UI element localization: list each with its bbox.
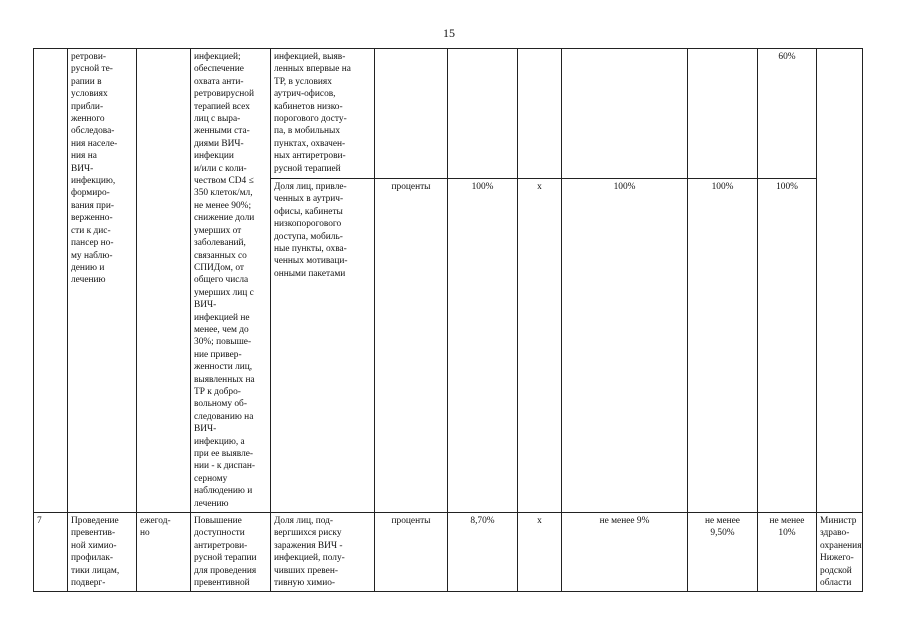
unit-cell: проценты (375, 513, 448, 592)
value-cell: 100% (688, 178, 758, 512)
value-cell: 100% (758, 178, 817, 512)
page-number: 15 (443, 26, 455, 40)
base-value-cell (448, 49, 518, 179)
value-cell: не менее 9% (562, 513, 688, 592)
value-cell (688, 49, 758, 179)
unit-cell: проценты (375, 178, 448, 512)
base-value-cell: 100% (448, 178, 518, 512)
indicator-cell: Доля лиц, привле- ченных в аутрич- офисы, кабинеты низкопорогового доступа, мобиль- ные пункты, охва- ченных мотиваци- онными пакетами (271, 178, 375, 512)
x-cell: х (518, 513, 562, 592)
value-cell: не менее 9,50% (688, 513, 758, 592)
period-cell (137, 49, 191, 513)
table-row (34, 513, 863, 592)
row-number-cell: 7 (34, 513, 68, 592)
unit-cell (375, 49, 448, 179)
x-cell: х (518, 178, 562, 512)
indicator-cell: инфекцией, выяв- ленных впервые на ТР, в условиях аутрич-офисов, кабинетов низко- порогового досту- па, в мобильных пунктах, охвачен- ных антиретрови- русной терапией (271, 49, 375, 179)
expected-result-cell: Повышение доступности антиретрови- русной терапии для проведения превентивной (191, 513, 271, 592)
expected-result-cell: инфекцией; обеспечение охвата анти- ретровирусной терапией всех лиц с выра- женными ста- диями ВИЧ- инфекции и/или с коли- чеством CD4 ≤ 350 клеток/мл, не менее 90%; снижение доли умерших от заболеваний, связанных со СПИДом, от общего числа умерших лиц с ВИЧ- инфекцией не менее, чем до 30%; повыше- ние привер- женности лиц, выявленных на ТР к добро- вольному об- следованию на ВИЧ- инфекцию, а при ее выявле- нии - к диспан- серному наблюдению и лечению (191, 49, 271, 513)
base-value-cell: 8,70% (448, 513, 518, 592)
period-cell: ежегод- но (137, 513, 191, 592)
event-cell: ретрови- русной те- рапии в условиях прибли- женного обследова- ния населе- ния на ВИЧ- инфекцию, формиро- вания при- верженно- сти к дис- пансер но- му наблю- дению и лечению (68, 49, 137, 513)
row-number-cell (34, 49, 68, 513)
event-cell: Проведение превентив- ной химио- профилак- тики лицам, подверг- (68, 513, 137, 592)
value-cell: 60% (758, 49, 817, 179)
table-row (34, 49, 863, 179)
responsible-cell (817, 49, 863, 513)
responsible-cell: Министр здраво- охранения Нижего- родской области (817, 513, 863, 592)
program-table (33, 48, 863, 592)
value-cell (562, 49, 688, 179)
indicator-cell: Доля лиц, под- вергшихся риску заражения ВИЧ - инфекцией, полу- чивших превен- тивную химио- (271, 513, 375, 592)
x-cell (518, 49, 562, 179)
value-cell: 100% (562, 178, 688, 512)
value-cell: не менее 10% (758, 513, 817, 592)
